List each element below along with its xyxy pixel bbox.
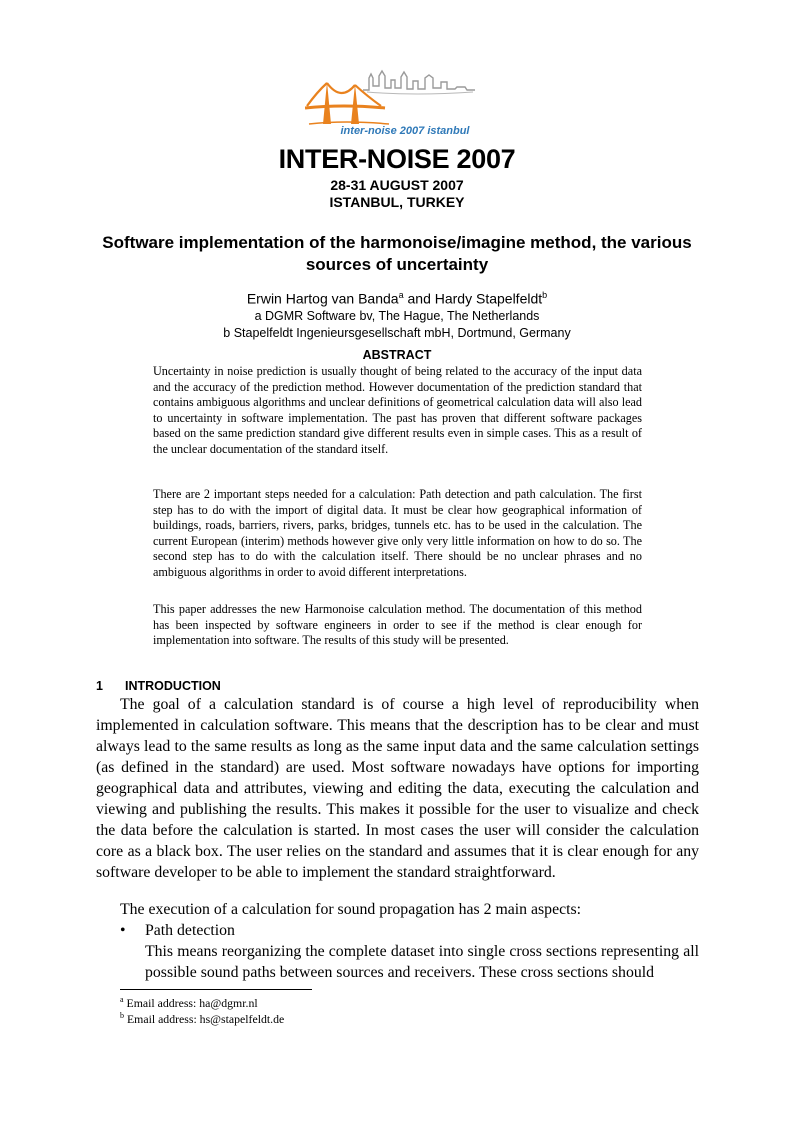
footnote-a-text: Email address: ha@dgmr.nl (123, 995, 258, 1010)
footnote-b (120, 1011, 284, 1027)
author-line (0, 290, 794, 307)
bridge-skyline-icon (305, 62, 485, 140)
list-item-text: This means reorganizing the complete dataset into single cross sections representing all possible sound paths between sources and receivers. These cross sections should (145, 943, 699, 981)
footnote-b-text: Email address: hs@stapelfeldt.de (124, 1011, 285, 1026)
conference-location: ISTANBUL, TURKEY (329, 194, 465, 210)
author-b-mark: b (542, 290, 548, 300)
bullet-icon: • (120, 922, 126, 939)
footnote-a-mark: a (120, 995, 124, 1004)
conference-title: INTER-NOISE 2007 (278, 144, 516, 174)
body-paragraph (96, 899, 699, 920)
body-paragraph (96, 694, 699, 883)
abstract-paragraph-1: Uncertainty in noise prediction is usually thought of being related to the accuracy of the input data and the accuracy of the prediction method. However documentation of the prediction standard that contains ambiguous algorithms and unclear definitions of geometrical calculation data will also lead to uncertainty in software implementation. The past has proven that different software packages based on the same prediction standard give different results even in simple cases. This as a result of the unclear documentation of the standard itself. (153, 364, 642, 456)
abstract-heading: ABSTRACT (362, 348, 432, 362)
footnote-divider (120, 989, 312, 990)
abstract-paragraph-2: There are 2 important steps needed for a calculation: Path detection and path calculation. The first step has to do with the import of digital data. It must be clear how geographical information of buildings, roads, barriers, rivers, parks, bridges, tunnels etc. has to be used in the calculation. The current European (interim) methods however give only very little information on how to do so. The second step has to do with the calculation itself. There should be no unclear phrases and no ambiguous algorithms in order to avoid different interpretations. (153, 487, 642, 579)
author-a-mark: a (398, 290, 404, 300)
conference-dates: 28-31 AUGUST 2007 (330, 177, 464, 193)
conference-logo (305, 62, 485, 140)
intro-paragraph-2: The execution of a calculation for sound propagation has 2 main aspects: (120, 901, 582, 918)
section-number: 1 (96, 679, 103, 693)
abstract-paragraph-3: This paper addresses the new Harmonoise calculation method. The documentation of this method has been inspected by software engineers in order to see if the method is clear enough for implementation into software. The results of this study will be presented. (153, 602, 642, 648)
paper-title: Software implementation of the harmonoise/imagine method, the various sources of uncertainty (102, 233, 692, 274)
footnote-a (120, 995, 258, 1011)
logo-text: inter-noise 2007 istanbul (340, 125, 470, 137)
section-heading (96, 679, 221, 693)
section-title: INTRODUCTION (125, 679, 221, 693)
intro-paragraph-1: The goal of a calculation standard is of course a high level of reproducibility when implemented in calculation software. This means that the description has to be clear and must always lead to the same results as long as the same input data and the same calculation settings (as defined in the standard) are used. Most software nowadays have options for importing geographical data and attributes, viewing and editing the data, executing the calculation and viewing and publishing the results. This makes it possible for the user to visualize and check the data before the calculation is started. In most cases the user will consider the calculation core as a black box. The user relies on the standard and assumes that it is clear enough for any software developer to be able to implement the standard straightforward. (96, 696, 699, 881)
footnote-b-mark: b (120, 1011, 124, 1020)
author-join: and (403, 290, 435, 307)
list-item-label: Path detection (145, 922, 235, 939)
author-b-name: Hardy Stapelfeldt (434, 290, 543, 307)
author-a-name: Erwin Hartog van Banda (246, 290, 399, 307)
affiliation-a: a DGMR Software bv, The Hague, The Netherlands (254, 309, 540, 323)
affiliation-b: b Stapelfeldt Ingenieursgesellschaft mbH, Dortmund, Germany (223, 326, 571, 340)
